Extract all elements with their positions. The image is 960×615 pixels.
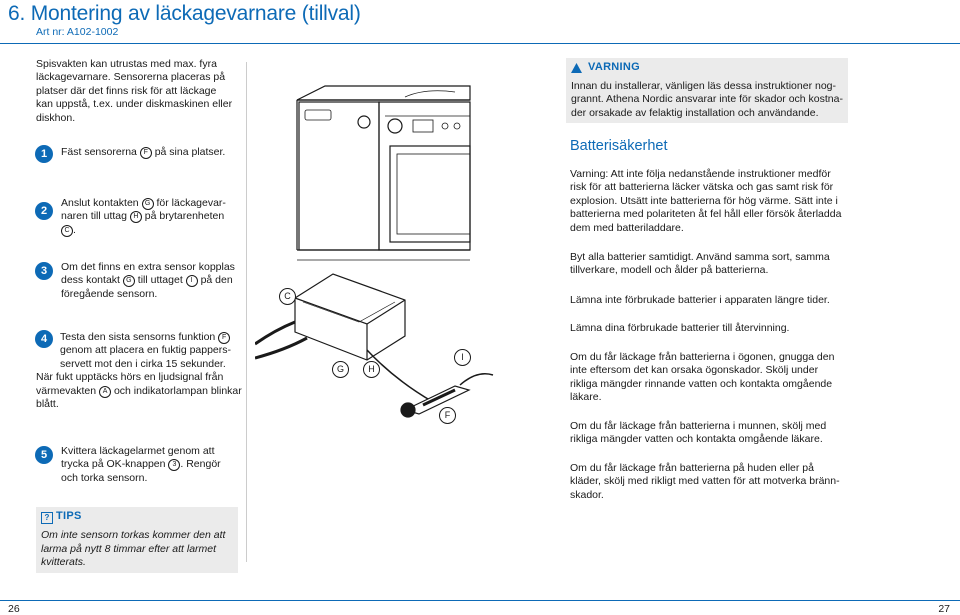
- battery-line: tillverkare, modell och ålder på batterierna.: [570, 264, 769, 277]
- switch-unit: [295, 274, 405, 360]
- tips-text: [41, 529, 236, 570]
- battery-line: kläder, skölj med rikligt med vatten för att motverka bränn-: [570, 475, 840, 488]
- battery-line: skador.: [570, 488, 604, 501]
- step-line: [36, 398, 246, 411]
- step-text-segment: . Rengör: [180, 458, 221, 471]
- component-label: F: [140, 147, 152, 159]
- question-icon: ?: [41, 512, 53, 524]
- intro-line: diskhon.: [36, 111, 76, 124]
- component-label: G: [142, 198, 154, 210]
- step-line: [60, 331, 246, 344]
- footer-divider: [0, 600, 960, 601]
- intro-line: läckagevarnare. Sensorerna placeras på: [36, 71, 226, 84]
- step-text-segment: för läckagevar-: [153, 197, 226, 209]
- warning-line: Innan du installerar, vänligen läs dessa instruktioner nog-: [571, 80, 836, 92]
- step-line: [61, 261, 247, 274]
- tips-line: larma på nytt 8 timmar efter att larmet: [41, 542, 217, 555]
- step-text-segment: värmevakten: [36, 384, 100, 397]
- step-line: [36, 385, 246, 398]
- step-text-segment: på sina platser.: [151, 146, 226, 158]
- article-number: Art nr: A102-1002: [36, 26, 119, 38]
- battery-line: dem med batteriladdare.: [570, 221, 684, 234]
- tips-box: [36, 507, 238, 573]
- battery-line: Om du får läckage från batterierna i ögonen, gnugga den: [570, 351, 835, 363]
- step-number: 5: [35, 446, 53, 464]
- component-label: H: [130, 211, 142, 223]
- step-line: [61, 472, 247, 485]
- step-number: 2: [35, 202, 53, 220]
- label-c: C: [279, 288, 296, 305]
- step-number: 4: [35, 330, 53, 348]
- battery-line: läkare.: [570, 391, 602, 404]
- battery-paragraph: [570, 420, 855, 447]
- step-text-segment: genom att placera en fuktig pappers-: [60, 344, 232, 357]
- countertop: [297, 86, 470, 100]
- step-number: 1: [35, 145, 53, 163]
- step-text-segment: Om det finns en extra sensor kopplas: [61, 261, 235, 273]
- component-label: I: [186, 275, 198, 287]
- tips-line: kvitterats.: [41, 556, 86, 569]
- battery-paragraph: [570, 251, 855, 278]
- label-g: G: [332, 361, 349, 378]
- intro-text: [36, 58, 256, 125]
- step-text-segment: naren till uttag: [61, 210, 130, 223]
- battery-paragraph: [570, 322, 855, 335]
- page-number-right: 27: [938, 603, 950, 615]
- header-divider: [0, 43, 960, 44]
- battery-line: rikliga mängder vatten och kontakta omgående läkare.: [570, 433, 823, 446]
- step-text-segment: och indikatorlampan blinkar: [111, 384, 242, 397]
- step-text: [36, 331, 246, 411]
- step-line: [61, 458, 247, 471]
- intro-line: Spisvakten kan utrustas med max. fyra: [36, 58, 217, 70]
- step-line: [61, 445, 247, 458]
- step-line: [61, 197, 247, 210]
- step-text-segment: Kvittera läckagelarmet genom att: [61, 445, 215, 457]
- battery-line: inte eftersom det kan orsaka ögonskador. Skölj under: [570, 364, 819, 377]
- step-text-segment: på den: [197, 274, 233, 287]
- step-line: [60, 358, 246, 371]
- stove-knob-icon: [388, 119, 402, 133]
- step-text-segment: När fukt upptäcks hörs en ljudsignal från: [36, 371, 224, 384]
- warning-triangle-icon: [571, 63, 582, 73]
- step-text-segment: .: [73, 223, 76, 236]
- battery-line: Lämna dina förbrukade batterier till återvinning.: [570, 322, 790, 334]
- page-number-left: 26: [8, 603, 20, 615]
- battery-line: explosion. Utsätt inte batterierna för hög värme. Sätt inte i: [570, 194, 838, 207]
- battery-paragraph: [570, 351, 855, 405]
- step-text: [61, 261, 247, 301]
- step-text: [61, 197, 247, 237]
- step-line: [61, 274, 247, 287]
- step-line: [61, 224, 247, 237]
- step-text-segment: Fäst sensorerna: [61, 146, 140, 158]
- step-line: [61, 146, 247, 159]
- label-h: H: [363, 361, 380, 378]
- oven-door: [390, 146, 470, 242]
- intro-line: kan uppstå, t.ex. under diskmaskinen eller: [36, 98, 233, 111]
- battery-heading: Batterisäkerhet: [570, 138, 668, 154]
- step-text: [61, 146, 247, 159]
- step-text-segment: Anslut kontakten: [61, 197, 142, 209]
- component-label: 3: [168, 459, 180, 471]
- step-text: [61, 445, 247, 485]
- battery-line: risk för att batterierna läcker vätska och gas samt risk för: [570, 181, 834, 194]
- column-divider: [246, 62, 247, 562]
- page-title: 6. Montering av läckagevarnare (tillval): [8, 2, 361, 25]
- battery-line: Byt alla batterier samtidigt. Använd samma sort, samma: [570, 251, 830, 263]
- step-line: [36, 371, 246, 384]
- battery-line: Lämna inte förbrukade batterier i apparaten längre tider.: [570, 294, 830, 306]
- warning-line: grannt. Athena Nordic ansvarar inte för skador och kostna-: [571, 93, 843, 106]
- battery-line: Om du får läckage från batterierna på huden eller på: [570, 462, 814, 474]
- component-label: G: [123, 275, 135, 287]
- battery-line: Om du får läckage från batterierna i munnen, skölj med: [570, 420, 827, 432]
- warning-text: [571, 80, 847, 120]
- battery-line: batterierna med polariteten åt fel håll eller försök återladda: [570, 208, 842, 221]
- battery-paragraph: [570, 294, 855, 307]
- component-label: F: [218, 332, 230, 344]
- warning-line: der orsakade av felaktig installation och användande.: [571, 106, 819, 119]
- battery-line: rikliga mängder rinnande vatten och kontakta omgående: [570, 377, 833, 390]
- step-text-segment: blått.: [36, 398, 59, 411]
- warning-box: [566, 58, 848, 123]
- component-label: A: [99, 386, 111, 398]
- step-line: [61, 288, 247, 301]
- installation-illustration: [255, 60, 525, 450]
- stove: [379, 102, 470, 250]
- label-f: F: [439, 407, 456, 424]
- step-text-segment: på brytarenheten: [141, 210, 225, 223]
- step-text-segment: trycka på OK-knappen: [61, 458, 169, 471]
- step-text-segment: dess kontakt: [61, 274, 123, 287]
- tips-heading: TIPS: [56, 510, 82, 522]
- warning-heading: VARNING: [588, 61, 641, 73]
- step-text-segment: och torka sensorn.: [61, 471, 148, 484]
- step-text-segment: föregående sensorn.: [61, 287, 158, 300]
- dishwasher-cabinet: [299, 102, 379, 250]
- label-i: I: [454, 349, 471, 366]
- step-line: [61, 210, 247, 223]
- battery-paragraph: [570, 462, 855, 502]
- step-line: [60, 344, 246, 357]
- step-text-segment: servett mot den i cirka 15 sekunder.: [60, 357, 226, 370]
- intro-line: platser där det finns risk för att läckage: [36, 84, 217, 97]
- step-text-segment: Testa den sista sensorns funktion: [60, 331, 219, 343]
- tips-line: Om inte sensorn torkas kommer den att: [41, 529, 226, 541]
- step-number: 3: [35, 262, 53, 280]
- battery-paragraph: [570, 168, 855, 235]
- knob-icon: [358, 116, 370, 128]
- component-label: C: [61, 225, 73, 237]
- step-text-segment: till uttaget: [134, 274, 186, 287]
- battery-line: Varning: Att inte följa nedanstående instruktioner medför: [570, 168, 831, 180]
